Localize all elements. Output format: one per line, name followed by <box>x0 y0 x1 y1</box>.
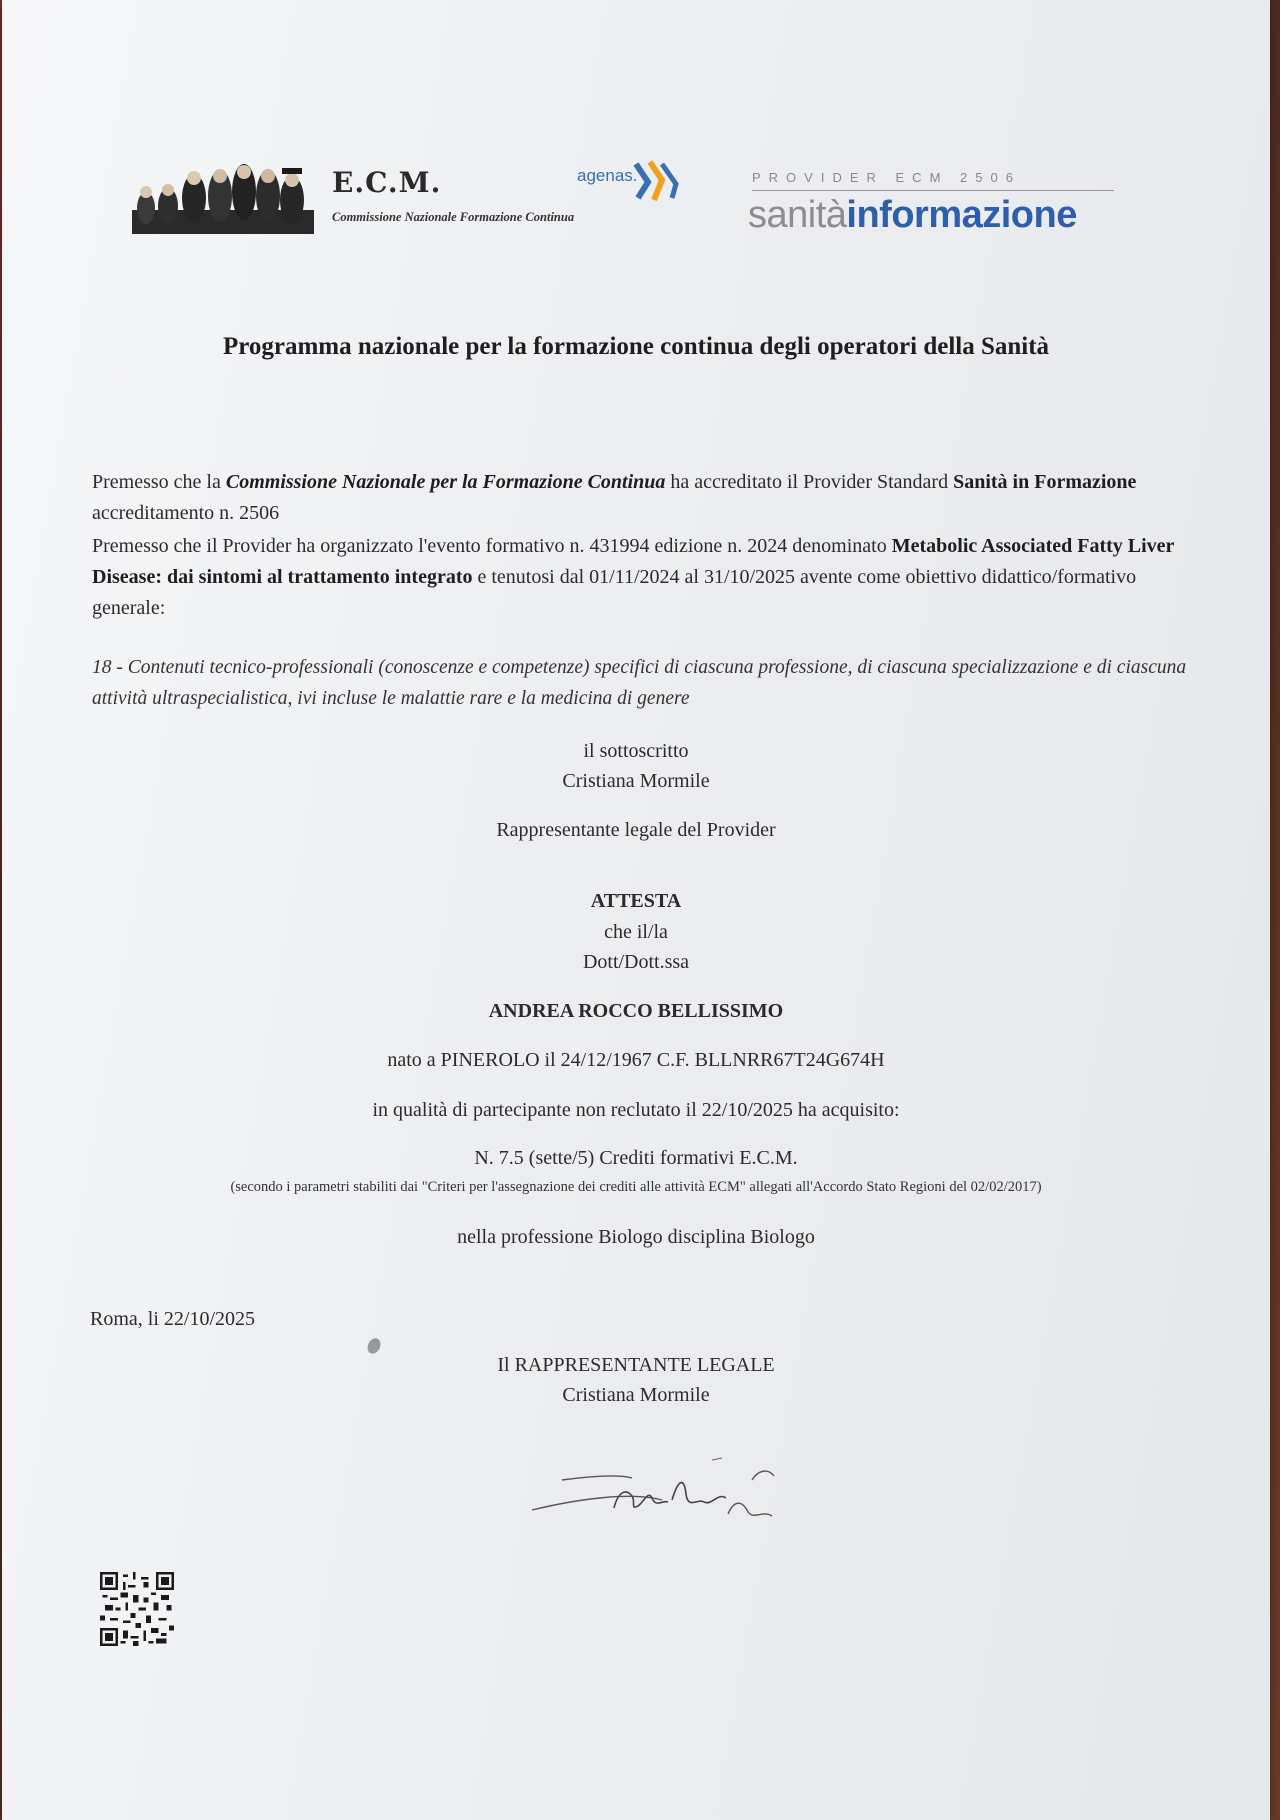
event-name: Metabolic Associated Fatty Liver Disease: dai sintomi al trattamento integrato <box>92 535 1175 588</box>
attesta-title: Dott/Dott.ssa <box>582 951 690 973</box>
premesso2-post: e tenutosi dal 01/11/2024 al 31/10/2025 avente come obiettivo didattico/formativo generale: <box>92 566 1137 619</box>
signer-role: Rappresentante legale del Provider <box>496 819 776 841</box>
premesso1-post: accreditamento n. 2506 <box>92 502 280 524</box>
legal-rep-name: Cristiana Mormile <box>562 1384 710 1406</box>
participant-name: ANDREA ROCCO BELLISSIMO <box>488 1000 784 1022</box>
signer-name: Cristiana Mormile <box>562 770 710 792</box>
provider-ecm-label: PROVIDER ECM 2506 <box>752 170 1021 185</box>
certificate-page <box>2 0 1270 1820</box>
sanita-logo-light: sanità <box>748 194 847 236</box>
profession-line: nella professione Biologo disciplina Biologo <box>457 1226 815 1248</box>
credits-criteria: (secondo i parametri stabiliti dai "Criteri per l'assegnazione dei crediti alle attività ECM" allegati all'Accordo Stato Regioni del 02/02/2017) <box>230 1179 1042 1195</box>
page-title: Programma nazionale per la formazione continua degli operatori della Sanità <box>222 333 1050 360</box>
sanita-informazione-logo <box>748 194 1077 237</box>
premesso-provider <box>92 467 1187 529</box>
handwritten-signature <box>522 1440 822 1550</box>
premesso1-pre: Premesso che la <box>92 471 226 493</box>
sanita-logo-bold: informazione <box>846 194 1077 236</box>
qr-code-icon <box>100 1572 174 1646</box>
attesta-che: che il/la <box>604 921 668 943</box>
premesso2-pre: Premesso che il Provider ha organizzato l'evento formativo n. 431994 edizione n. 2024 denominato <box>92 535 892 557</box>
provider-name: Sanità in Formazione <box>953 471 1137 493</box>
participation-statement: in qualità di partecipante non reclutato il 22/10/2025 ha acquisito: <box>372 1099 900 1121</box>
agenas-label: agenas. <box>577 166 638 185</box>
attesta-heading: ATTESTA <box>590 890 682 912</box>
legal-rep-title: Il RAPPRESENTANTE LEGALE <box>497 1354 775 1376</box>
premesso1-mid: ha accreditato il Provider Standard <box>665 471 954 493</box>
premesso-event <box>92 531 1187 624</box>
place-date: Roma, li 22/10/2025 <box>90 1308 255 1330</box>
ecm-figures-logo <box>132 162 314 234</box>
participant-birth: nato a PINEROLO il 24/12/1967 C.F. BLLNRR67T24G674H <box>387 1049 885 1071</box>
ecm-title: E.C.M. <box>332 166 442 199</box>
provider-divider <box>752 190 1114 191</box>
ecm-subtitle: Commissione Nazionale Formazione Continua <box>332 210 575 224</box>
commission-name: Commissione Nazionale per la Formazione Continua <box>225 471 666 493</box>
training-objective: 18 - Contenuti tecnico-professionali (conoscenze e competenze) specifici di ciascuna professione, di ciascuna specializzazione e di ciascuna attività ultraspecialistica, ivi incluse le malattie rare e la medicina di genere <box>92 657 1187 709</box>
signer-intro: il sottoscritto <box>583 740 689 762</box>
credits-line: N. 7.5 (sette/5) Crediti formativi E.C.M. <box>474 1147 798 1169</box>
agenas-mark-icon <box>632 160 682 202</box>
